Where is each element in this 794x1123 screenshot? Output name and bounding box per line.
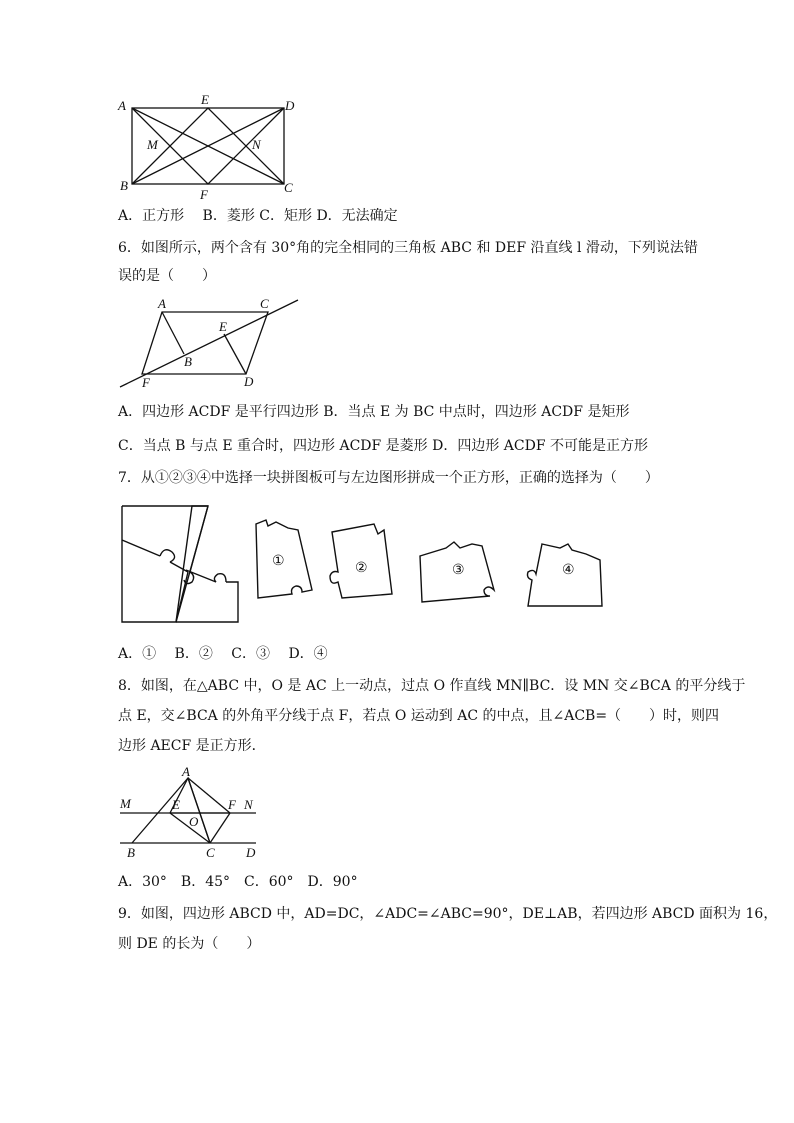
label-A: A	[118, 98, 126, 113]
label-F: F	[142, 375, 150, 390]
label-F: F	[228, 797, 236, 812]
label-M: M	[147, 137, 158, 152]
q8-text-line3: 边形 AECF 是正方形．	[118, 738, 266, 754]
label-D: D	[244, 374, 254, 389]
label-N: N	[252, 137, 261, 152]
q6-options-line2: C．当点 B 与点 E 重合时，四边形 ACDF 是菱形 D．四边形 ACDF 不可能是正方形	[118, 438, 649, 454]
figure-puzzle	[116, 498, 616, 632]
label-B: B	[127, 845, 135, 860]
q6-text-line1: 6．如图所示，两个含有 30°角的完全相同的三角板 ABC 和 DEF 沿直线 l 滑动，下列说法错	[118, 240, 698, 256]
piece-label-2: ②	[355, 561, 368, 576]
label-C: C	[260, 296, 269, 311]
piece-label-1: ①	[272, 554, 285, 569]
label-D: D	[246, 845, 256, 860]
q7-text: 7．从①②③④中选择一块拼图板可与左边图形拼成一个正方形，正确的选择为（ ）	[118, 470, 659, 486]
label-D: D	[285, 98, 295, 113]
q7-options: A．① B．② C．③ D．④	[118, 646, 328, 662]
q8-options: A．30° B．45° C．60° D．90°	[118, 874, 358, 890]
figure-triangles-sliding	[112, 294, 308, 394]
label-N: N	[244, 797, 253, 812]
label-F: F	[200, 187, 208, 202]
q5-options: A．正方形 B．菱形 C．矩形 D．无法确定	[118, 208, 398, 224]
q6-options-line1: A．四边形 ACDF 是平行四边形 B．当点 E 为 BC 中点时，四边形 ACDF 是矩形	[118, 404, 630, 420]
piece-label-4: ④	[562, 563, 575, 578]
label-E: E	[201, 92, 209, 107]
q9-text-line1: 9．如图，四边形 ABCD 中，AD=DC，∠ADC=∠ABC=90°，DE⊥AB，若四边形 ABCD 面积为 16，	[118, 906, 778, 922]
label-A: A	[158, 296, 166, 311]
label-C: C	[206, 845, 215, 860]
piece-label-3: ③	[452, 563, 465, 578]
q9-text-line2: 则 DE 的长为（ ）	[118, 936, 261, 952]
label-B: B	[184, 354, 192, 369]
q6-text-line2: 误的是（ ）	[118, 268, 216, 284]
label-O: O	[189, 814, 199, 829]
label-M: M	[120, 796, 131, 811]
label-C: C	[284, 180, 293, 195]
figure-rectangle	[112, 92, 312, 204]
figure-triangle-square	[112, 764, 272, 864]
q8-text-line1: 8．如图，在△ABC 中，O 是 AC 上一动点，过点 O 作直线 MN∥BC．设 MN 交∠BCA 的平分线于	[118, 678, 746, 694]
q8-text-line2: 点 E，交∠BCA 的外角平分线于点 F，若点 O 运动到 AC 的中点，且∠ACB=（ ）时，则四	[118, 708, 720, 724]
label-A: A	[182, 764, 190, 779]
label-E: E	[172, 797, 180, 812]
label-E: E	[219, 319, 227, 334]
label-B: B	[120, 178, 128, 193]
